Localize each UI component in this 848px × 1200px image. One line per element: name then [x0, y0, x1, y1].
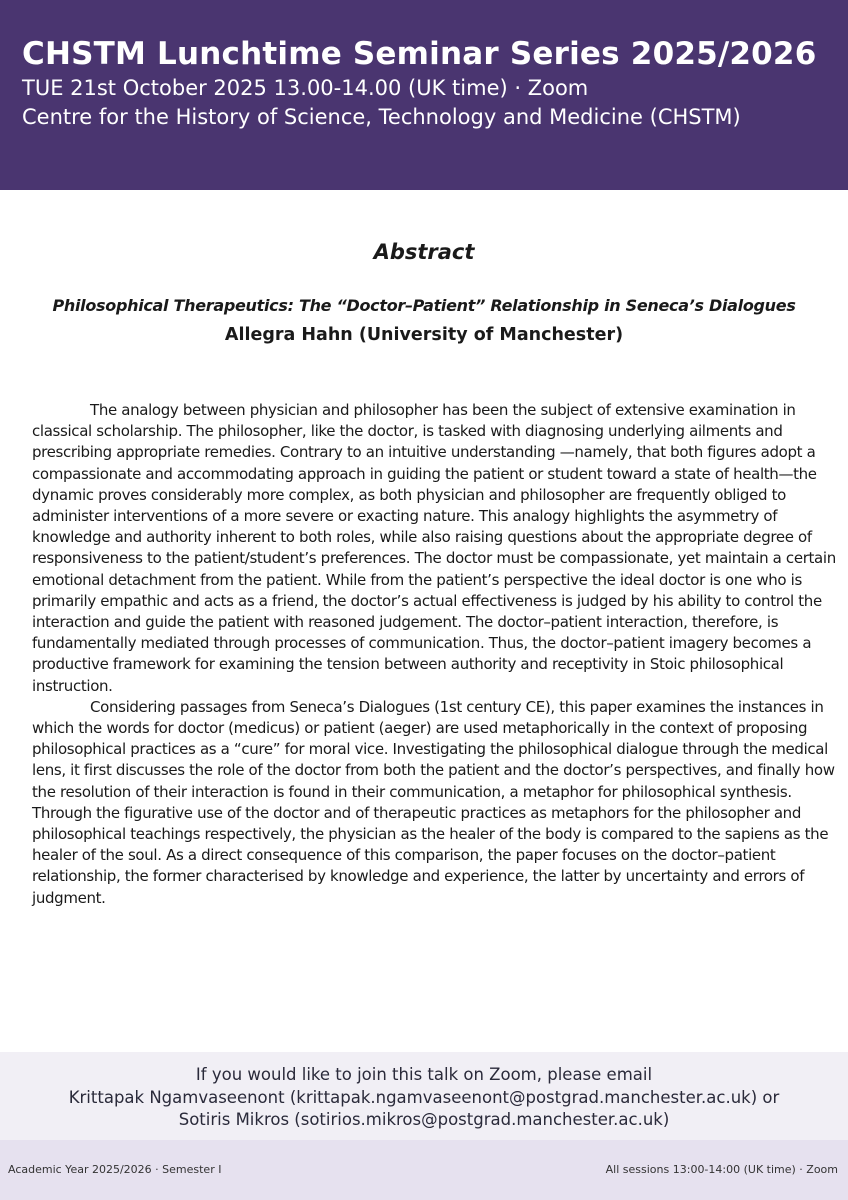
speaker-name: Allegra Hahn (University of Manchester)	[224, 325, 624, 345]
contact-krittapak: Krittapak Ngamvaseenont (krittapak.ngamvaseenont@postgrad.manchester.ac.uk) or	[68, 1087, 780, 1107]
talk-title: Philosophical Therapeutics: The “Doctor–Patient” Relationship in Seneca’s Dialogues	[52, 296, 796, 315]
abstract-body	[32, 400, 844, 909]
series-title: CHSTM Lunchtime Seminar Series 2025/2026	[22, 36, 817, 72]
abstract-paragraph-2: Considering passages from Seneca’s Dialogues (1st century CE), this paper examines the instances in which the words for doctor (medicus) or patient (aeger) are used metaphorically in the context of proposing philosophical practices as a “cure” for moral vice. Investigating the philosophical dialogue through the medical lens, it first discusses the role of the doctor from both the patient and the doctor’s perspectives, and finally how the resolution of their interaction is found in their communication, a metaphor for philosophical synthesis. Through the figurative use of the doctor and of therapeutic practices as metaphors for the philosopher and philosophical teachings respectively, the physician as the healer of the body is compared to the sapiens as the healer of the soul. As a direct consequence of this comparison, the paper focuses on the doctor–patient relationship, the former characterised by knowledge and experience, the latter by uncertainty and errors of judgment.	[32, 697, 835, 907]
zoom-instructions: If you would like to join this talk on Zoom, please email	[195, 1065, 653, 1084]
footer-bar	[0, 1140, 848, 1200]
footer-academic-year: Academic Year 2025/2026 · Semester I	[8, 1163, 222, 1176]
abstract-paragraph-1: The analogy between physician and philosopher has been the subject of extensive examination in classical scholarship. The philosopher, like the doctor, is tasked with diagnosing underlying ailments and prescribing appropriate remedies. Contrary to an intuitive understanding —namely, that both figures adopt a compassionate and accommodating approach in guiding the patient or student toward a state of health—the dynamic proves considerably more complex, as both physician and philosopher are frequently obliged to administer interventions of a more severe or exacting nature. This analogy highlights the asymmetry of knowledge and authority inherent to both roles, while also raising questions about the appropriate degree of responsiveness to the patient/student’s preferences. The doctor must be compassionate, yet maintain a certain emotional detachment from the patient. While from the patient’s perspective the ideal doctor is one who is primarily empathic and acts as a friend, the doctor’s actual effectiveness is judged by his ability to control the interaction and guide the patient with reasoned judgement. The doctor–patient interaction, therefore, is fundamentally mediated through processes of communication. Thus, the doctor–patient imagery becomes a productive framework for examining the tension between authority and receptivity in Stoic philosophical instruction.	[32, 401, 836, 695]
abstract-heading: Abstract	[373, 240, 475, 264]
footer-session-times: All sessions 13:00-14:00 (UK time) · Zoom	[605, 1163, 838, 1176]
zoom-contact-box	[0, 1052, 848, 1140]
centre-name: Centre for the History of Science, Technology and Medicine (CHSTM)	[22, 105, 741, 129]
event-datetime: TUE 21st October 2025 13.00-14.00 (UK time) · Zoom	[22, 76, 589, 100]
contact-sotiris: Sotiris Mikros (sotirios.mikros@postgrad.manchester.ac.uk)	[178, 1110, 670, 1129]
header-banner	[0, 0, 848, 190]
